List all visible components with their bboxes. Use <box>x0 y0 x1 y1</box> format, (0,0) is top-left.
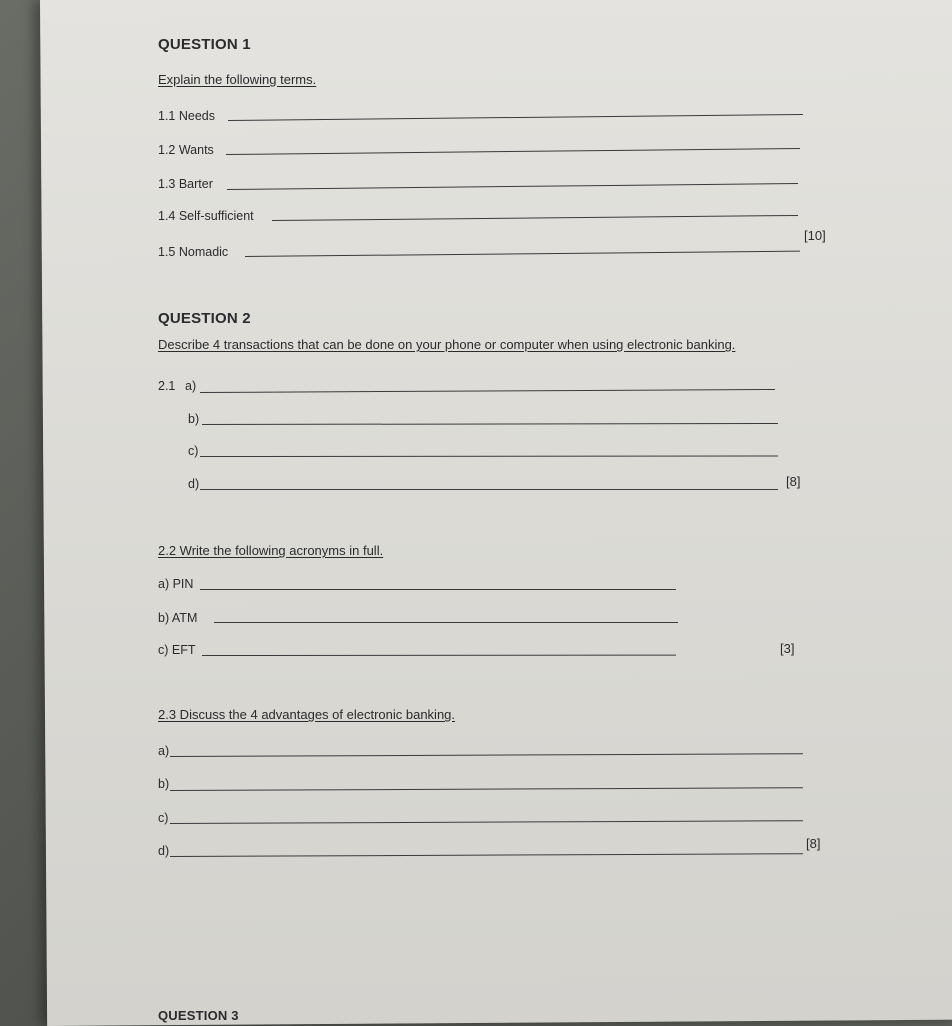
q2-3-item-label: a) <box>158 744 170 758</box>
q2-3-answer-line[interactable] <box>170 820 803 824</box>
q1-item-label: 1.2 Wants <box>158 143 214 157</box>
q2-1-prefix: 2.1 <box>158 379 176 393</box>
q2-1-answer-line[interactable] <box>202 423 778 425</box>
q2-1-item-label: d) <box>188 477 200 491</box>
question-3-heading: QUESTION 3 <box>158 1008 239 1023</box>
q2-3-item-label: c) <box>158 811 169 825</box>
q1-answer-line[interactable] <box>226 148 800 155</box>
q2-2-answer-line[interactable] <box>214 622 678 623</box>
q1-item-label: 1.1 Needs <box>158 109 215 123</box>
q2-1-marks: [8] <box>786 474 801 489</box>
q2-3-item-label: d) <box>158 844 170 858</box>
q2-3-answer-line[interactable] <box>170 853 803 857</box>
q2-3-item-label: b) <box>158 777 170 791</box>
q1-item-label: 1.5 Nomadic <box>158 245 229 259</box>
question-1-heading: QUESTION 1 <box>158 36 251 53</box>
q2-3-answer-line[interactable] <box>170 787 803 791</box>
q2-2-instruction: 2.2 Write the following acronyms in full. <box>158 543 384 558</box>
q2-1-answer-line[interactable] <box>200 455 778 457</box>
q2-2-answer-line[interactable] <box>202 655 676 656</box>
question-2-instruction: Describe 4 transactions that can be done on your phone or computer when using electronic banking. <box>158 337 736 352</box>
question-2-heading: QUESTION 2 <box>158 310 251 327</box>
q1-answer-line[interactable] <box>227 183 798 190</box>
q1-item-label: 1.3 Barter <box>158 177 213 191</box>
q1-answer-line[interactable] <box>228 114 803 121</box>
q2-2-item-label: b) ATM <box>158 611 198 625</box>
q1-answer-line[interactable] <box>245 251 800 257</box>
q2-1-item-label: b) <box>188 412 200 426</box>
q1-item-label: 1.4 Self-sufficient <box>158 209 254 223</box>
q2-3-instruction: 2.3 Discuss the 4 advantages of electronic banking. <box>158 707 456 722</box>
q1-answer-line[interactable] <box>272 215 798 221</box>
q2-3-answer-line[interactable] <box>170 753 803 757</box>
q2-1-answer-line[interactable] <box>200 389 775 393</box>
q2-1-answer-line[interactable] <box>200 489 778 490</box>
q2-3-marks: [8] <box>806 836 821 851</box>
q2-1-item-label: a) <box>185 379 197 393</box>
question-1-instruction: Explain the following terms. <box>158 72 317 87</box>
q2-2-marks: [3] <box>780 641 795 656</box>
q2-2-item-label: c) EFT <box>158 643 196 657</box>
q1-marks: [10] <box>804 228 826 243</box>
q2-1-item-label: c) <box>188 444 199 458</box>
q2-2-answer-line[interactable] <box>200 589 676 590</box>
q2-2-item-label: a) PIN <box>158 577 194 591</box>
